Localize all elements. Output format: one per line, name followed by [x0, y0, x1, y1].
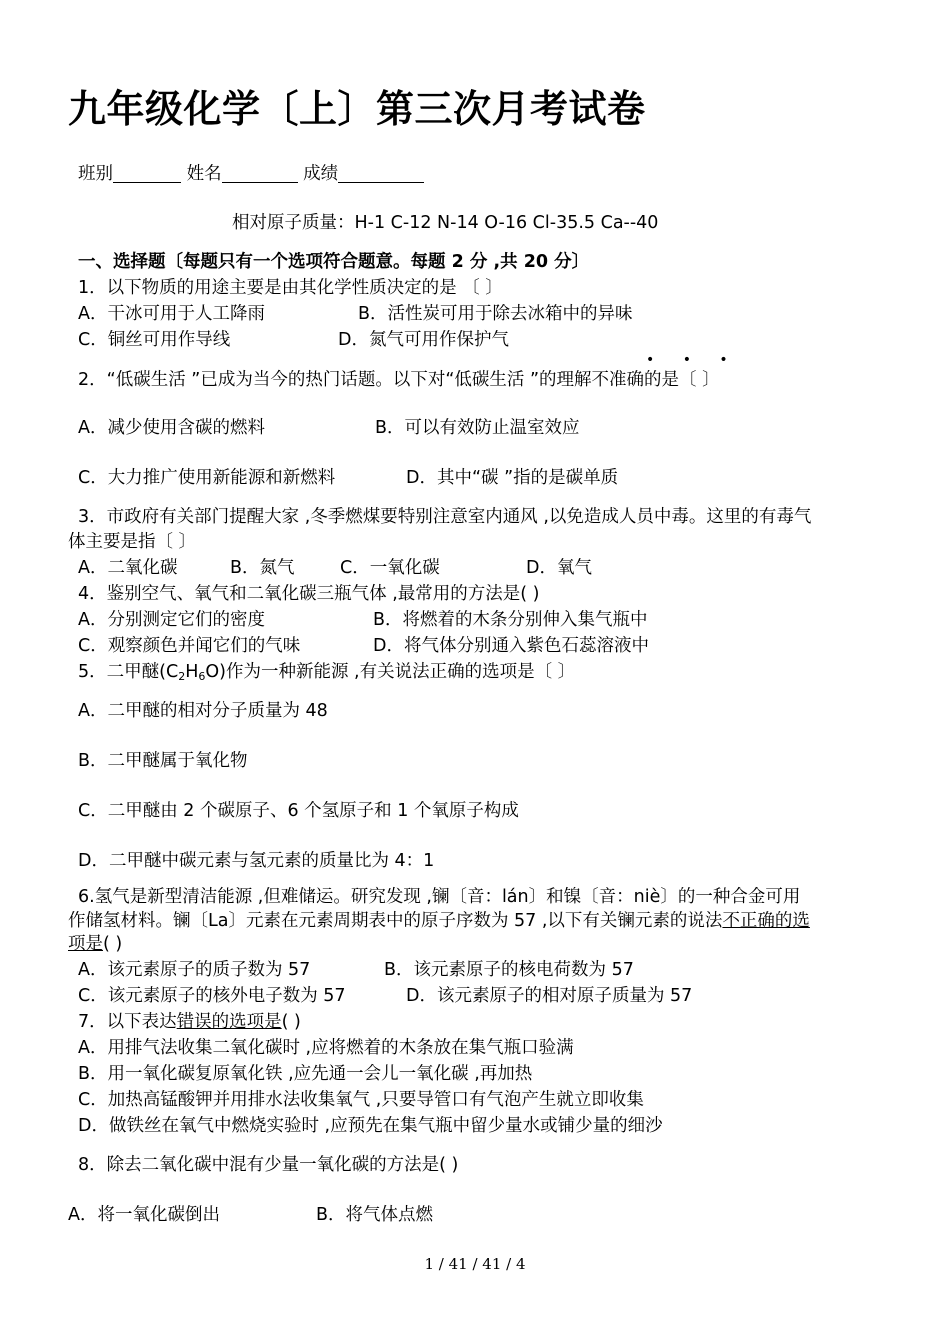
question-2-option-b: B．可以有效防止温室效应: [375, 418, 580, 438]
subscript-6: 6: [198, 670, 206, 683]
question-4-option-c: C．观察颜色并闻它们的气味: [78, 636, 301, 656]
question-4-stem: 4．鉴别空气、氧气和二氧化碳三瓶气体 ,最常用的方法是( ): [78, 584, 540, 604]
question-6-option-d: D．该元素原子的相对原子质量为 57: [406, 986, 693, 1006]
question-7-answer-bracket: ( ): [281, 1012, 301, 1032]
question-6-underlined-phrase: 不正确的选: [722, 911, 810, 931]
score-label: 成绩: [303, 164, 339, 184]
score-blank[interactable]: [338, 164, 424, 183]
question-3-option-a: A．二氧化碳: [78, 558, 178, 578]
question-3-option-c: C．一氧化碳: [340, 558, 440, 578]
question-5-stem-prefix: 5．二甲醚(C: [78, 662, 179, 682]
question-3-stem-line2: 体主要是指〔 〕: [68, 532, 197, 552]
atomic-mass-line: 相对原子质量：H-1 C-12 N-14 O-16 Cl-35.5 Ca--40: [232, 213, 659, 233]
question-2-option-d: D．其中“碳 ”指的是碳单质: [406, 468, 619, 488]
question-7-underlined-phrase: 错误的选项是: [176, 1012, 282, 1032]
question-1-option-b: B．活性炭可用于除去冰箱中的异味: [358, 304, 633, 324]
question-1-option-d: D．氮气可用作保护气: [338, 330, 509, 350]
question-6-stem-line1: 6.氢气是新型清洁能源 ,但难储运。研究发现 ,镧〔音：lán〕和镍〔音：niè〕的一种合金可用: [78, 887, 801, 907]
question-6-option-b: B．该元素原子的核电荷数为 57: [384, 960, 634, 980]
question-8-option-a: A．将一氧化碳倒出: [68, 1205, 220, 1225]
question-2-stem: 2．“低碳生活 ”已成为当今的热门话题。以下对“低碳生活 ”的理解不准确的是〔 〕: [78, 370, 720, 390]
question-7-stem: [78, 1012, 301, 1032]
question-6-stem-line3: [68, 934, 122, 954]
student-info-row: [78, 164, 424, 184]
question-3-option-b: B．氮气: [230, 558, 295, 578]
question-6-option-c: C．该元素原子的核外电子数为 57: [78, 986, 346, 1006]
question-7-stem-text: 7．以下表达: [78, 1012, 177, 1032]
question-4-option-a: A．分别测定它们的密度: [78, 610, 265, 630]
question-7-option-d: D．做铁丝在氧气中燃烧实验时 ,应预先在集气瓶中留少量水或铺少量的细沙: [78, 1116, 663, 1136]
question-1-option-c: C．铜丝可用作导线: [78, 330, 231, 350]
question-5-stem: [78, 662, 575, 682]
class-blank[interactable]: [113, 164, 181, 183]
section-heading: 一、选择题〔每题只有一个选项符合题意。每题 2 分 ,共 20 分〕: [78, 252, 590, 272]
page-number: 1 / 41 / 41 / 4: [424, 1255, 526, 1273]
name-label: 姓名: [186, 164, 222, 184]
question-1-stem: 1．以下物质的用途主要是由其化学性质决定的是 〔 〕: [78, 278, 503, 298]
question-3-stem-line1: 3．市政府有关部门提醒大家 ,冬季燃煤要特别注意室内通风 ,以免造成人员中毒。这里的有毒气: [78, 507, 812, 527]
question-2-option-a: A．减少使用含碳的燃料: [78, 418, 265, 438]
question-6-underlined-phrase-end: 项是: [68, 934, 103, 954]
page-title: 九年级化学〔上〕第三次月考试卷: [68, 87, 646, 131]
class-label: 班别: [78, 164, 113, 184]
question-5-option-c: C．二甲醚由 2 个碳原子、6 个氢原子和 1 个氧原子构成: [78, 801, 519, 821]
question-7-option-c: C．加热高锰酸钾并用排水法收集氧气 ,只要导管口有气泡产生就立即收集: [78, 1090, 644, 1110]
question-5-option-b: B．二甲醚属于氧化物: [78, 751, 248, 771]
question-6-answer-bracket: ( ): [103, 934, 123, 954]
question-4-option-d: D．将气体分别通入紫色石蕊溶液中: [373, 636, 649, 656]
question-3-option-d: D．氧气: [526, 558, 592, 578]
question-7-option-b: B．用一氧化碳复原氧化铁 ,应先通一会儿一氧化碳 ,再加热: [78, 1064, 533, 1084]
question-4-option-b: B．将燃着的木条分别伸入集气瓶中: [373, 610, 648, 630]
question-5-option-a: A．二甲醚的相对分子质量为 48: [78, 701, 328, 721]
subscript-2: 2: [178, 670, 186, 683]
question-6-stem-line2: [68, 911, 810, 931]
question-1-option-a: A．干冰可用于人工降雨: [78, 304, 265, 324]
name-blank[interactable]: [222, 164, 298, 183]
question-5-option-d: D．二甲醚中碳元素与氢元素的质量比为 4：1: [78, 851, 435, 871]
question-7-option-a: A．用排气法收集二氧化碳时 ,应将燃着的木条放在集气瓶口验满: [78, 1038, 574, 1058]
question-5-stem-suffix: O)作为一种新能源 ,有关说法正确的选项是〔 〕: [205, 662, 576, 682]
question-5-formula-h: H: [185, 662, 199, 682]
question-8-stem: 8．除去二氧化碳中混有少量一氧化碳的方法是( ): [78, 1155, 459, 1175]
question-2-option-c: C．大力推广使用新能源和新燃料: [78, 468, 336, 488]
emphasis-dots: • • •: [646, 352, 740, 368]
question-8-option-b: B．将气体点燃: [316, 1205, 434, 1225]
question-6-option-a: A．该元素原子的质子数为 57: [78, 960, 311, 980]
question-6-stem-line2-text: 作储氢材料。镧〔La〕元素在元素周期表中的原子序数为 57 ,以下有关镧元素的说法: [68, 911, 723, 931]
